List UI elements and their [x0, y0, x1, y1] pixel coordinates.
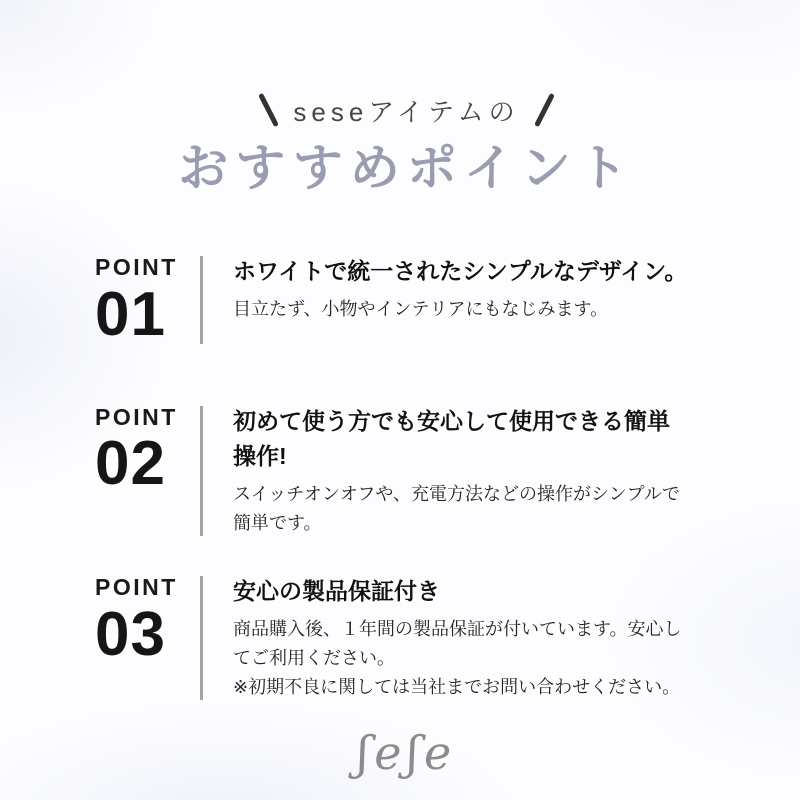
- left-slash-icon: [258, 93, 279, 127]
- point-number: 01: [95, 279, 166, 349]
- point-label: POINT: [95, 403, 178, 430]
- header: [95, 90, 718, 198]
- point-label-block: [95, 574, 200, 702]
- point-title: 安心の製品保証付き: [233, 578, 440, 605]
- point-row-01: [95, 254, 718, 349]
- right-slash-icon: [534, 93, 555, 127]
- point-label-block: [95, 254, 200, 349]
- point-label: POINT: [95, 574, 178, 601]
- point-description: 商品購入後、１年間の製品保証が付いています。安心してご利用ください。: [233, 618, 682, 668]
- point-description: スイッチオンオフや、充電方法などの操作がシンプルで簡単です。: [233, 483, 680, 534]
- point-row-02: [95, 404, 718, 539]
- tagline: [95, 90, 718, 130]
- point-row-03: [95, 574, 718, 702]
- point-content: [203, 574, 718, 702]
- sese-logo: ʃeʃe: [356, 726, 457, 781]
- point-number: 03: [95, 599, 166, 669]
- point-label: POINT: [95, 254, 178, 280]
- point-content: [203, 254, 718, 346]
- footer: [95, 728, 718, 779]
- point-content: [203, 404, 718, 539]
- points-list: [95, 254, 718, 702]
- point-title: ホワイトで統一されたシンプルなデザイン。: [233, 258, 688, 284]
- point-title: 初めて使う方でも安心して使用できる簡単操作!: [233, 407, 670, 470]
- point-label-block: [95, 404, 200, 539]
- page-title: おすすめポイント: [178, 140, 635, 196]
- point-note: ※初期不良に関しては当社までお問い合わせください。: [233, 677, 681, 698]
- tagline-text: seseアイテムの: [293, 96, 520, 127]
- point-description: 目立たず、小物やインテリアにもなじみます。: [233, 298, 609, 319]
- point-number: 02: [95, 429, 166, 499]
